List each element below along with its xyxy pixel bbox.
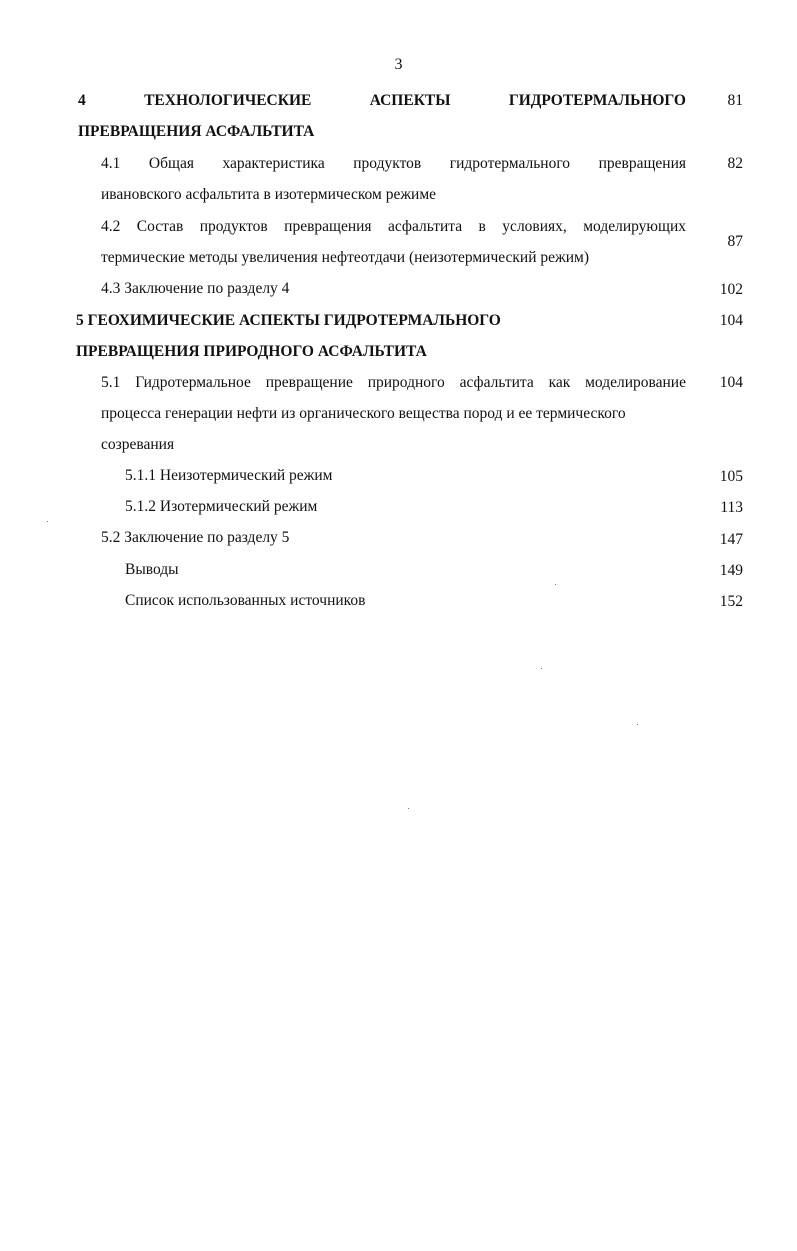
- toc-conclusions-title: Выводы: [125, 561, 179, 578]
- toc-section-4-1-line1: 4.1 Общая характеристика продуктов гидротермального превращения: [101, 155, 686, 172]
- toc-chapter-5-title-line1: 5 ГЕОХИМИЧЕСКИЕ АСПЕКТЫ ГИДРОТЕРМАЛЬНОГО: [76, 312, 501, 329]
- toc-section-4-1-line2: ивановского асфальтита в изотермическом режиме: [101, 186, 437, 203]
- toc-section-5-1-2-title: 5.1.2 Изотермический режим: [125, 498, 318, 515]
- toc-references-title: Список использованных источников: [125, 592, 366, 609]
- toc-chapter-4-word: ГИДРОТЕРМАЛЬНОГО: [508, 92, 686, 109]
- toc-chapter-5-title-line2: ПРЕВРАЩЕНИЯ ПРИРОДНОГО АСФАЛЬТИТА: [76, 343, 427, 360]
- toc-chapter-4-word: АСПЕКТЫ: [369, 92, 451, 109]
- toc-chapter-4-word: ТЕХНОЛОГИЧЕСКИЕ: [144, 92, 312, 109]
- toc-section-5-1-1-title: 5.1.1 Неизотермический режим: [125, 467, 333, 484]
- toc-section-4-3-title: 4.3 Заключение по разделу 4: [101, 280, 290, 297]
- scan-speck: [541, 668, 542, 669]
- toc-chapter-4-page: 81: [727, 92, 743, 109]
- toc-chapter-4-title-line2: ПРЕВРАЩЕНИЯ АСФАЛЬТИТА: [78, 123, 315, 140]
- scan-speck: [47, 521, 48, 522]
- scan-speck: [637, 724, 638, 725]
- toc-conclusions-page: 149: [719, 562, 743, 579]
- toc-section-5-1-line3: созревания: [101, 436, 175, 453]
- toc-section-4-1-page: 82: [727, 155, 743, 172]
- page-number: 3: [394, 56, 403, 73]
- toc-section-5-1-1-page: 105: [719, 468, 743, 485]
- scan-speck: [555, 584, 556, 585]
- toc-section-5-1-page: 104: [719, 374, 743, 391]
- toc-references-page: 152: [719, 593, 743, 610]
- toc-section-5-1-line2: процесса генерации нефти из органического вещества пород и ее термического: [101, 405, 626, 422]
- toc-section-5-2-title: 5.2 Заключение по разделу 5: [101, 529, 290, 546]
- toc-chapter-4-title: [78, 91, 686, 111]
- toc-section-4-2-line2: термические методы увеличения нефтеотдачи (неизотермический режим): [101, 249, 589, 266]
- toc-section-5-2-page: 147: [719, 531, 743, 548]
- toc-chapter-4-number: 4: [78, 92, 86, 109]
- toc-section-5-1-line1: 5.1 Гидротермальное превращение природного асфальтита как моделирование: [101, 374, 686, 391]
- toc-chapter-5-page: 104: [719, 312, 743, 329]
- toc-section-4-3-page: 102: [719, 281, 743, 298]
- scan-speck: [408, 808, 409, 809]
- toc-section-4-2-line1: 4.2 Состав продуктов превращения асфальтита в условиях, моделирующих: [101, 218, 686, 235]
- toc-section-4-2-page: 87: [727, 233, 743, 250]
- toc-section-5-1-2-page: 113: [720, 499, 743, 516]
